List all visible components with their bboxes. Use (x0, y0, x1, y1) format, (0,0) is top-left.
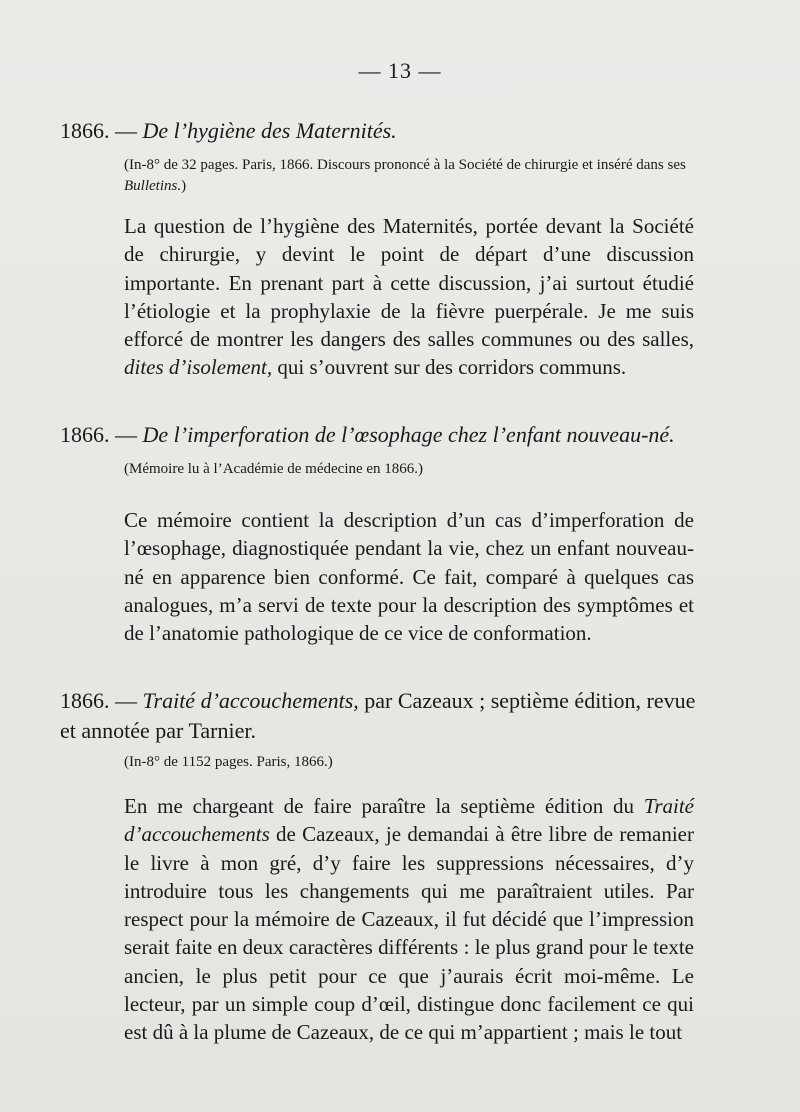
entry-description (124, 212, 694, 382)
entry-publication-note (124, 752, 694, 773)
entry-dash: — (115, 118, 137, 143)
entry-heading (60, 420, 700, 450)
entry-publication-note (124, 459, 694, 480)
entry-publication-note (124, 155, 694, 197)
entry-description (124, 506, 694, 647)
page-number: — 13 — (358, 58, 442, 83)
publication-note-italic: Bulletins. (124, 178, 182, 194)
entry-dash: — (115, 422, 137, 447)
entry-dash: — (115, 688, 137, 713)
entry-year: 1866. (60, 118, 110, 143)
description-text: Ce mémoire contient la description d’un cas d’imperforation de l’œsophage, diagnostiquée pendant la vie, chez un enfant nouveau-né en apparence bien conformé. Ce fait, comparé à quelques cas analogues, m’a servi de texte pour la description des symptômes et de l’anatomie pathologique de ce vice de conformation. (124, 508, 694, 646)
description-text-end: qui s’ouvrent sur des corridors communs. (272, 355, 627, 380)
description-italic: dites d’isolement, (124, 355, 273, 380)
entry-title: De l’imperforation de l’œsophage chez l’enfant nouveau-né. (142, 422, 675, 447)
entry-description (124, 792, 694, 1047)
entry-title-rest: par Cazeaux ; septième édition, revue et annotée par Tarnier. (60, 688, 696, 743)
entry-year: 1866. (60, 688, 110, 713)
publication-note-text: (In-8° de 32 pages. Paris, 1866. Discours prononcé à la Société de chirurgie et inséré dans ses (124, 157, 686, 173)
entry-title: Traité d’accouchements, (142, 688, 359, 713)
description-text: La question de l’hygiène des Maternités, portée devant la Société de chirurgie, y devint le point de départ d’une discussion importante. En prenant part à cette discussion, j’ai surtout étudié l’étiologie et la prophylaxie de la fièvre puerpérale. Je me suis efforcé de montrer les dangers des salles communes ou des salles, (124, 214, 694, 352)
publication-note-text: (Mémoire lu à l’Académie de médecine en 1866.) (124, 461, 424, 477)
description-text: En me chargeant de faire paraître la septième édition du (124, 794, 644, 818)
entry-year: 1866. (60, 422, 110, 447)
description-text-end: de Cazeaux, je demandai à être libre de remanier le livre à mon gré, d’y faire les suppressions nécessaires, d’y introduire tous les changements qui me paraîtraient utiles. Par respect pour la mémoire de Cazeaux, il fut décidé que l’impression serait faite en deux caractères différents : le plus grand pour le texte ancien, le plus petit pour ce que j’aurais écrit moi-même. Le lecteur, par un simple coup d’œil, distingue donc facilement ce qui est dû à la plume de Cazeaux, de ce qui m’appartient ; mais le tout (124, 822, 694, 1045)
entry-heading (60, 686, 700, 746)
publication-note-text-end: ) (181, 178, 187, 194)
entry-title: De l’hygiène des Maternités. (142, 118, 397, 143)
description-italic: Traité d’accouchements (124, 794, 694, 847)
entry-heading (60, 116, 700, 146)
publication-note-text: (In-8° de 1152 pages. Paris, 1866.) (124, 754, 333, 770)
